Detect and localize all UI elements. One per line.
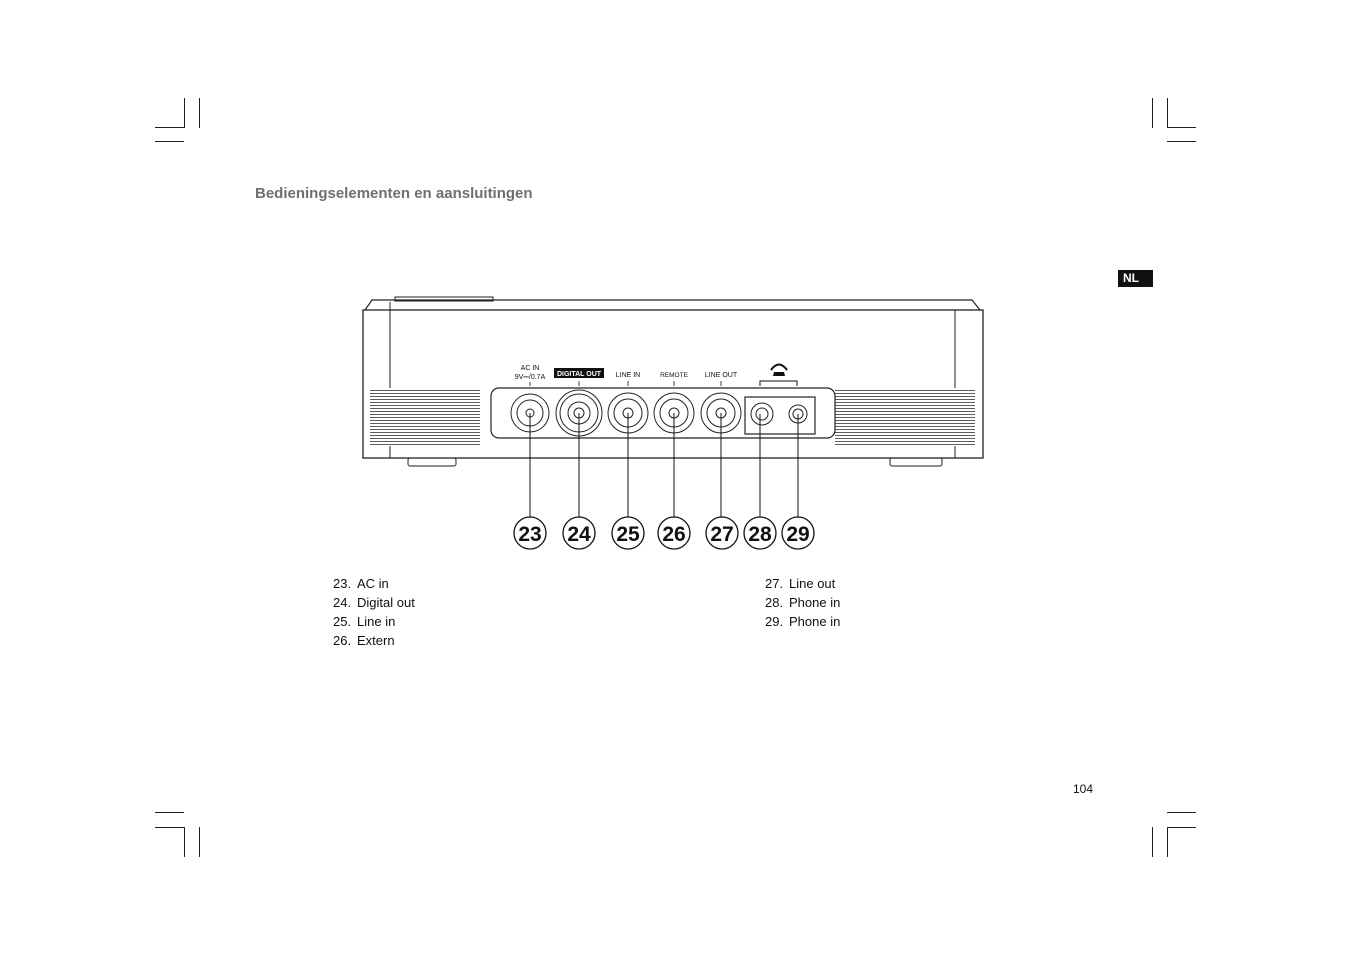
- label-digital-out: DIGITAL OUT: [556, 371, 602, 378]
- legend-item: 24. Digital out: [333, 595, 415, 610]
- label-remote: REMOTE: [660, 372, 688, 379]
- legend-item: 29. Phone in: [765, 614, 841, 629]
- legend-right: [765, 574, 840, 631]
- callout-28: 28: [748, 523, 772, 546]
- device-rear-panel-figure: [360, 290, 990, 560]
- callout-29: 29: [786, 523, 810, 546]
- callout-24: 24: [567, 523, 591, 546]
- language-tab: NL: [1118, 270, 1153, 287]
- callout-26: 26: [662, 523, 686, 546]
- legend-item: 23. AC in: [333, 576, 389, 591]
- legend-item: 27. Line out: [765, 576, 836, 591]
- headphone-telephone-icon: [760, 365, 797, 387]
- legend-item: 28. Phone in: [765, 595, 841, 610]
- callout-23: 23: [518, 523, 542, 546]
- callout-25: 25: [616, 523, 640, 546]
- label-line-out: LINE OUT: [704, 372, 738, 379]
- callout-27: 27: [710, 523, 734, 546]
- label-ac-in-rating: 9V⎓/0.7A: [514, 374, 546, 381]
- legend-item: 25. Line in: [333, 614, 396, 629]
- label-line-in: LINE IN: [615, 372, 641, 379]
- legend-item: 26. Extern: [333, 633, 395, 648]
- page-heading: Bedieningselementen en aansluitingen: [255, 185, 533, 202]
- speaker-grill-left: [370, 388, 480, 446]
- page-number: 104: [1073, 782, 1094, 796]
- legend-left: [333, 574, 415, 650]
- label-ac-in: AC IN: [520, 365, 540, 372]
- speaker-grill-right: [835, 388, 975, 446]
